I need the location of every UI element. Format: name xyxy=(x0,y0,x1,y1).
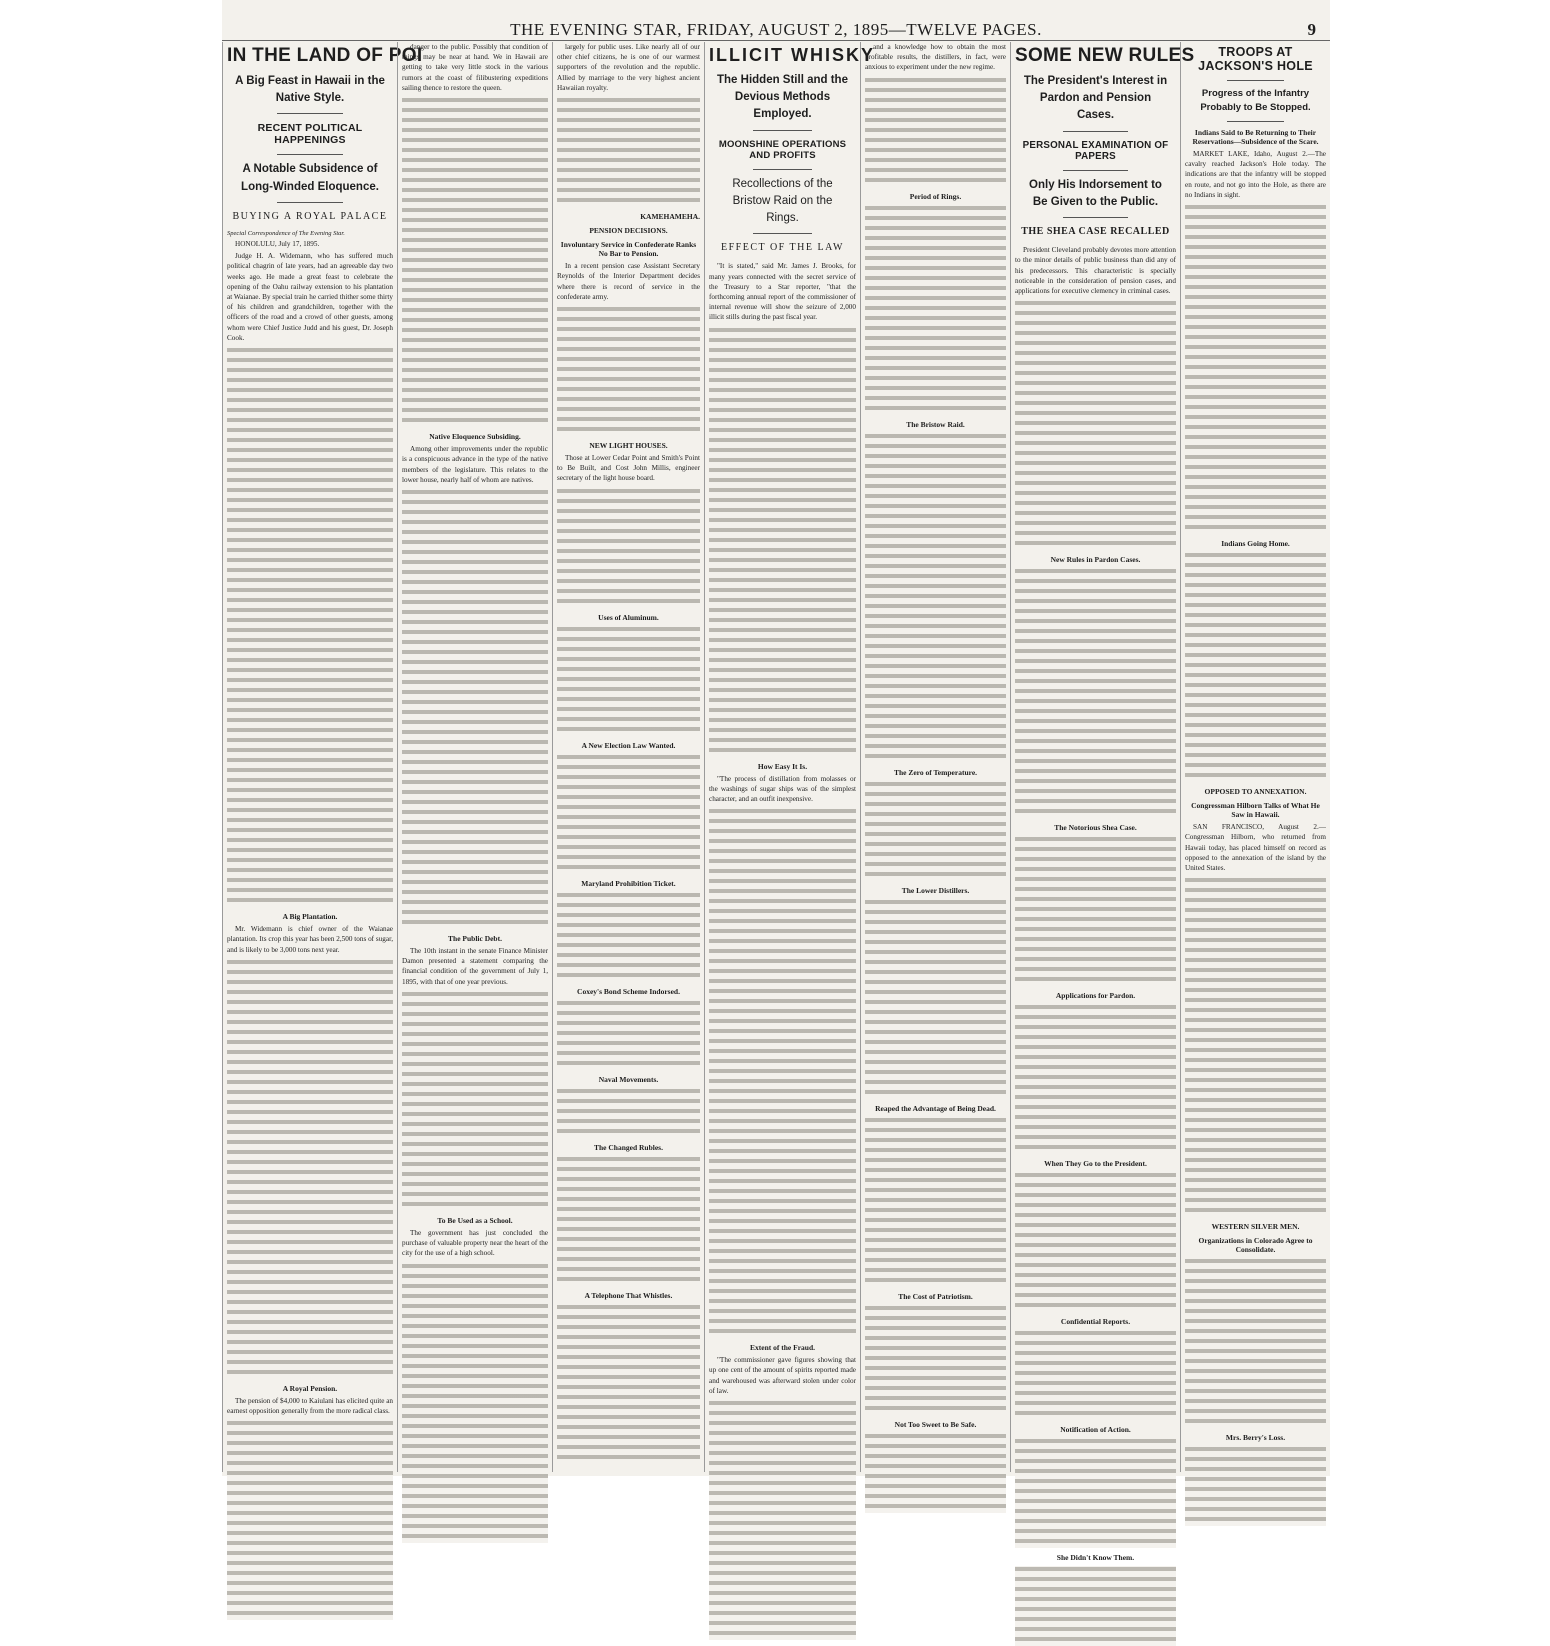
paragraph: and a knowledge how to obtain the most profitable results, the distillers, in fact, were anxious to experiment under the new regime. xyxy=(865,43,1006,72)
rule xyxy=(277,202,343,203)
subhead: Naval Movements. xyxy=(598,1074,659,1084)
text-block xyxy=(227,1420,393,1620)
article-body xyxy=(1185,149,1326,1526)
subhead: Mrs. Berry's Loss. xyxy=(1225,1433,1286,1443)
page-number: 9 xyxy=(1307,20,1316,39)
rule xyxy=(1227,121,1283,122)
article-body xyxy=(865,42,1006,1513)
text-block xyxy=(1015,1004,1176,1154)
text-block xyxy=(1015,300,1176,550)
paragraph: The government has just concluded the purchase of valuable property near the heart of the city for the use of a high school. xyxy=(402,1228,548,1258)
deck-big-feast: A Big Feast in Hawaii in the Native Style. xyxy=(235,74,385,105)
text-block xyxy=(865,77,1006,187)
text-block xyxy=(402,1263,548,1543)
subhead: Coxey's Bond Scheme Indorsed. xyxy=(577,986,680,996)
subhead: Uses of Aluminum. xyxy=(598,612,659,622)
column-1 xyxy=(222,42,423,1472)
subhead: A Telephone That Whistles. xyxy=(584,1290,673,1300)
subhead: NEW LIGHT HOUSES. xyxy=(589,440,668,450)
subhead: Maryland Prohibition Ticket. xyxy=(581,878,676,888)
headline-land-of-poi: IN THE LAND OF POI xyxy=(227,45,423,66)
text-block xyxy=(557,1304,700,1464)
deck-presidents-interest: The President's Interest in Pardon and Pension Cases. xyxy=(1023,74,1168,122)
text-block xyxy=(865,1433,1006,1513)
text-block xyxy=(709,327,856,757)
text-block xyxy=(402,97,548,427)
deck-indorsement: Only His Indorsement to Be Given to the Public. xyxy=(1029,178,1162,208)
subhead: The Bristow Raid. xyxy=(906,419,965,429)
subhead: The Lower Distillers. xyxy=(901,885,970,895)
paragraph: "It is stated," said Mr. James J. Brooks, for many years connected with the secret service of the Treasury to a Star reporter, "that the forthcoming annual report of the commissioner of internal revenue will show the seizure of 2,000 illicit stills during the past fiscal year. xyxy=(709,262,856,322)
subhead: Confidential Reports. xyxy=(1060,1317,1131,1327)
text-block xyxy=(227,347,393,907)
article-body xyxy=(1015,245,1176,1646)
column-3 xyxy=(552,42,704,1472)
headline-illicit-whisky: ILLICIT WHISKY xyxy=(709,45,875,65)
rule xyxy=(277,154,343,155)
deck-royal-palace: BUYING A ROYAL PALACE xyxy=(232,210,388,222)
subhead: WESTERN SILVER MEN. xyxy=(1211,1222,1300,1232)
subhead: Organizations in Colorado Agree to Consolidate. xyxy=(1198,1236,1313,1255)
text-block xyxy=(1015,1172,1176,1312)
text-block xyxy=(557,306,700,436)
subhead: When They Go to the President. xyxy=(1044,1159,1147,1169)
paragraph: The pension of $4,000 to Kaiulani has elicited quite an earnest opposition generally from the more radical class. xyxy=(227,1396,393,1415)
text-block xyxy=(1015,1438,1176,1548)
subhead: The Changed Rubles. xyxy=(594,1142,663,1152)
paragraph: In a recent pension case Assistant Secretary Reynolds of the Interior Department decides where there is record of service in the confederate army. xyxy=(557,262,700,301)
subhead: Not Too Sweet to Be Safe. xyxy=(894,1419,977,1429)
text-block xyxy=(402,489,548,929)
subhead: Indians Going Home. xyxy=(1221,539,1290,549)
text-block xyxy=(557,892,700,982)
column-4 xyxy=(704,42,875,1472)
paragraph: The 10th instant in the senate Finance Minister Damon presented a statement comparing the financial condition of the government of July 1, 1895, with that of one year previous. xyxy=(402,946,548,986)
deck-political-happenings: RECENT POLITICAL HAPPENINGS xyxy=(257,122,363,147)
column-6 xyxy=(1010,42,1195,1563)
paragraph: largely for public uses. Like nearly all of our other chief citizens, he is one of our warmest supporters of the revolution and the republic. Allied by marriage to the very highest ancient Hawaiian royalty. xyxy=(557,43,700,92)
subhead: Extent of the Fraud. xyxy=(750,1343,815,1353)
text-block xyxy=(865,433,1006,763)
deck-effect-of-law: EFFECT OF THE LAW xyxy=(721,242,844,254)
text-block xyxy=(557,1156,700,1286)
text-block xyxy=(865,1305,1006,1415)
masthead-title: THE EVENING STAR, FRIDAY, AUGUST 2, 1895—TWELVE PAGES. xyxy=(510,20,1042,39)
paragraph: SAN FRANCISCO, August 2.—Congressman Hilborn, who returned from Hawaii today, has placed himself on record as opposed to the annexation of the island by the United States. xyxy=(1185,823,1326,872)
text-block xyxy=(1185,877,1326,1217)
text-block xyxy=(1185,552,1326,782)
subhead: Reaped the Advantage of Being Dead. xyxy=(875,1103,996,1113)
deck-shea-case: THE SHEA CASE RECALLED xyxy=(1021,226,1170,238)
text-block xyxy=(865,205,1006,415)
text-block xyxy=(557,97,700,207)
masthead xyxy=(222,0,1330,41)
headline-jacksons-hole: TROOPS AT JACKSON'S HOLE xyxy=(1198,45,1313,73)
subhead: Notification of Action. xyxy=(1060,1425,1131,1435)
subhead: Native Eloquence Subsiding. xyxy=(429,432,521,442)
deck-infantry-stopped: Progress of the Infantry Probably to Be Stopped. xyxy=(1200,87,1311,113)
article-body xyxy=(709,261,856,1640)
subhead: She Didn't Know Them. xyxy=(1056,1553,1135,1563)
subhead: Period of Rings. xyxy=(909,191,962,201)
subhead: Applications for Pardon. xyxy=(1055,991,1136,1001)
deck-hidden-still: The Hidden Still and the Devious Methods Employed. xyxy=(717,73,848,121)
rule xyxy=(1063,131,1127,132)
paragraph: President Cleveland probably devotes more attention to the minor details of public business than did any of his predecessors. This characteristic is specially noticeable in the consideration of pension cases, and applications for executive clemency in criminal cases. xyxy=(1015,246,1176,296)
subhead: The Notorious Shea Case. xyxy=(1054,823,1137,833)
subhead: OPPOSED TO ANNEXATION. xyxy=(1204,787,1307,797)
subhead: A Big Plantation. xyxy=(282,912,338,922)
deck-indians-returning: Indians Said to Be Returning to Their Reservations—Subsidence of the Scare. xyxy=(1192,128,1319,146)
subhead: Involuntary Service in Confederate Ranks No Bar to Pension. xyxy=(560,240,697,259)
subhead: The Cost of Patriotism. xyxy=(898,1291,973,1301)
article-body xyxy=(402,42,548,1543)
rule xyxy=(753,130,812,131)
deck-moonshine-operations: MOONSHINE OPERATIONS AND PROFITS xyxy=(718,138,847,161)
deck-personal-examination: PERSONAL EXAMINATION OF PAPERS xyxy=(1022,139,1169,162)
text-block xyxy=(557,626,700,736)
paragraph: Judge H. A. Widemann, who has suffered much political chagrin of late years, had an agreeable day two weeks ago. He made a great feast to celebrate the opening of the Oahu railway extension to his plantation at Waianae. By special train he carried thither some thirty of his children and grandchildren, together with the officers of the road and a crowd of other guests, among whom were Chief Justice Judd and his guest, Dr. Joseph Cook. xyxy=(227,252,393,342)
article-body xyxy=(227,230,393,1620)
subhead: A Royal Pension. xyxy=(282,1383,338,1393)
subhead: New Rules in Pardon Cases. xyxy=(1050,555,1141,565)
rule xyxy=(753,233,812,234)
column-5 xyxy=(860,42,1010,1472)
deck-subsidence: A Notable Subsidence of Long-Winded Eloquence. xyxy=(241,163,379,193)
text-block xyxy=(402,991,548,1211)
text-block xyxy=(1015,568,1176,818)
text-block xyxy=(865,1117,1006,1287)
text-block xyxy=(557,754,700,874)
rule xyxy=(277,113,343,114)
text-block xyxy=(1015,1566,1176,1646)
text-block xyxy=(1015,836,1176,986)
text-block xyxy=(709,1400,856,1640)
paragraph: Among other improvements under the republic is a conspicuous advance in the type of the native members of the legislature. This relates to the lower house, nearly half of whom are natives. xyxy=(402,445,548,484)
dateline: HONOLULU, July 17, 1895. xyxy=(235,239,320,248)
subhead: The Public Debt. xyxy=(448,933,502,943)
text-block xyxy=(557,1088,700,1138)
subhead: Congressman Hilborn Talks of What He Saw in Hawaii. xyxy=(1191,801,1320,820)
text-block xyxy=(1185,1258,1326,1428)
subhead: PENSION DECISIONS. xyxy=(589,226,668,236)
rule xyxy=(1063,217,1127,218)
rule xyxy=(1063,170,1127,171)
text-block xyxy=(709,808,856,1338)
text-block xyxy=(1015,1330,1176,1420)
column-7 xyxy=(1180,42,1330,1472)
subhead: How Easy It Is. xyxy=(757,761,808,771)
paragraph: Those at Lower Cedar Point and Smith's Point to Be Built, and Cost John Millis, engineer secretary of the light house board. xyxy=(557,453,700,483)
column-2 xyxy=(397,42,552,1472)
newspaper-page xyxy=(222,0,1330,1563)
rule xyxy=(753,169,812,170)
text-block xyxy=(865,781,1006,881)
text-block xyxy=(1185,1446,1326,1526)
deck-bristow-raid: Recollections of the Bristow Raid on the Rings. xyxy=(732,177,833,225)
rule xyxy=(1227,80,1283,81)
text-block xyxy=(557,488,700,608)
subhead: The Zero of Temperature. xyxy=(893,767,978,777)
text-block xyxy=(557,1000,700,1070)
text-block xyxy=(227,959,393,1379)
article-body xyxy=(557,42,700,1464)
paragraph: MARKET LAKE, Idaho, August 2.—The cavalry reached Jackson's Hole today. The indications are that the infantry will be stopped en route, and not go into the Hole, as there are no Indians in sight. xyxy=(1185,150,1326,199)
paragraph: "The commissioner gave figures showing that up one cent of the amount of spirits reported made and warehoused was afterward stolen under color of law. xyxy=(709,1356,856,1395)
paragraph: "The process of distillation from molasses or the washings of sugar ships was of the simplest character, and an outfit inexpensive. xyxy=(709,774,856,804)
headline-some-new-rules: SOME NEW RULES xyxy=(1015,45,1195,66)
subhead: To Be Used as a School. xyxy=(437,1215,513,1225)
text-block xyxy=(1185,204,1326,534)
subhead: A New Election Law Wanted. xyxy=(581,740,676,750)
byline: Special Correspondence of The Evening Star. xyxy=(227,229,345,237)
text-block xyxy=(865,899,1006,1099)
signature: KAMEHAMEHA. xyxy=(640,212,700,222)
paragraph: Mr. Widemann is chief owner of the Waianae plantation. Its crop this year has been 2,500 tons of sugar, and is likely to be 3,000 tons next year. xyxy=(227,925,393,954)
paragraph: danger to the public. Possibly that condition of things may be near at hand. We in Hawaii are getting to take very little stock in the various rumors at the coast of filibustering expeditions sailing thence to restore the queen. xyxy=(402,43,548,92)
